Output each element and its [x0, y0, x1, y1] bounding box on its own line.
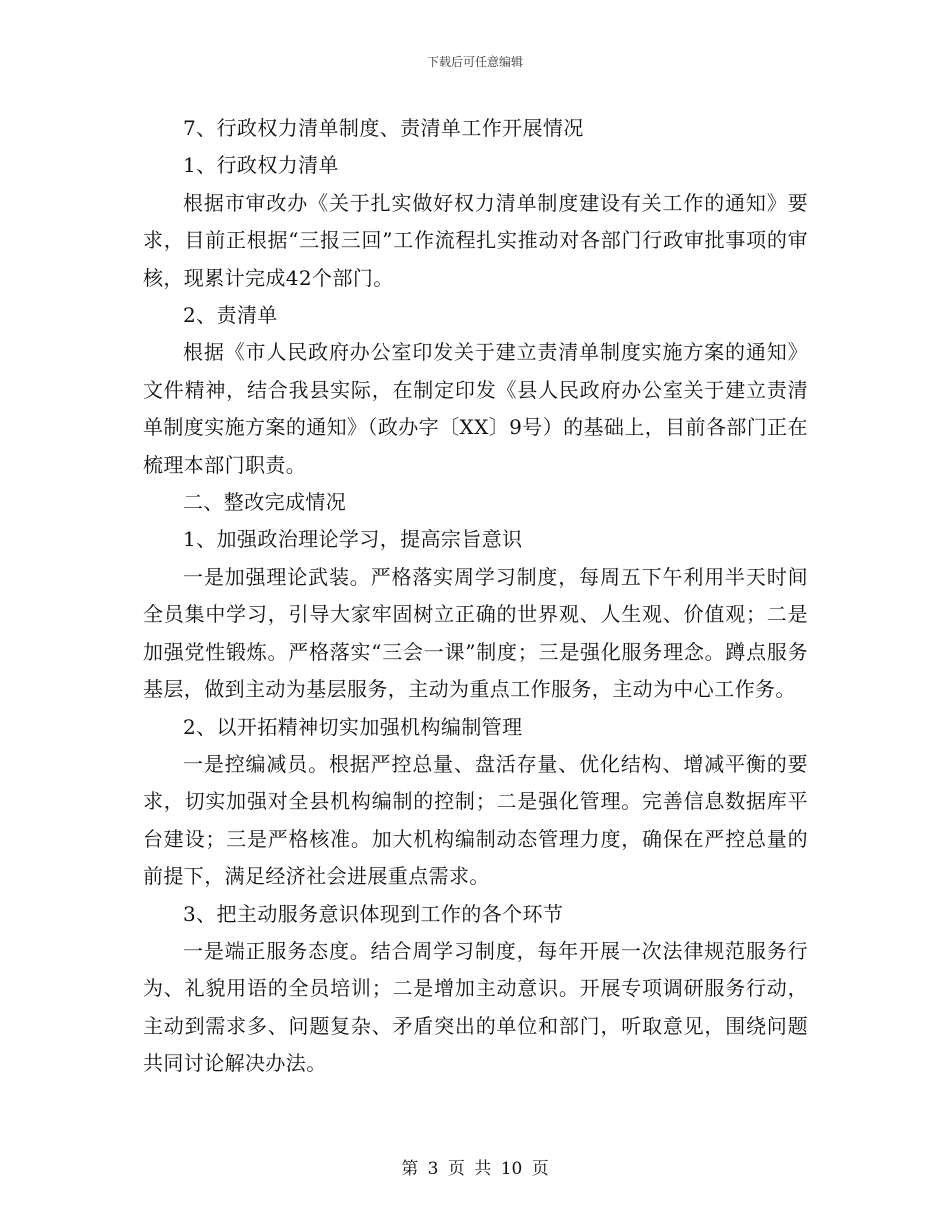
page-number: 第 3 页 共 10 页 — [401, 1159, 549, 1179]
page-header: 下载后可任意编辑 — [426, 55, 523, 69]
subsection-heading: 3、把主动服务意识体现到工作的各个环节 — [183, 901, 564, 926]
body-paragraph: 根据《市人民政府办公室印发关于建立责清单制度实施方案的通知》文件精神，结合我县实际，在制定印发《县人民政府办公室关于建立责清单制度实施方案的通知》（政办字〔XX〕9号）的基础上，目前各部门正在梳理本部门职责。 — [143, 340, 808, 477]
body-paragraph: 一是加强理论武装。严格落实周学习制度，每周五下午利用半天时间全员集中学习，引导大家牢固树立正确的世界观、人生观、价值观；二是加强党性锻炼。严格落实“三会一课”制度；三是强化服务理念。蹲点服务基层，做到主动为基层服务，主动为重点工作服务，主动为中心工作务。 — [143, 564, 808, 702]
subsection-heading: 2、责清单 — [183, 303, 278, 328]
section-heading: 7、行政权力清单制度、责清单工作开展情况 — [183, 116, 584, 140]
subsection-heading: 1、行政权力清单 — [183, 153, 339, 178]
document-body — [143, 110, 808, 1083]
body-paragraph: 一是端正服务态度。结合周学习制度，每年开展一次法律规范服务行为、礼貌用语的全员培训；二是增加主动意识。开展专项调研服务行动，主动到需求多、问题复杂、矛盾突出的单位和部门，听取意见，围绕问题共同讨论解决办法。 — [143, 938, 808, 1076]
body-paragraph: 根据市审改办《关于扎实做好权力清单制度建设有关工作的通知》要求，目前正根据“三报三回”工作流程扎实推动对各部门行政审批事项的审核，现累计完成42个部门。 — [143, 190, 808, 290]
section-heading: 二、整改完成情况 — [183, 490, 347, 515]
subsection-heading: 1、加强政治理论学习，提高宗旨意识 — [183, 527, 523, 552]
body-paragraph: 一是控编减员。根据严控总量、盘活存量、优化结构、增减平衡的要求，切实加强对全县机构编制的控制；二是强化管理。完善信息数据库平台建设；三是严格核准。加大机构编制动态管理力度，确保在严控总量的前提下，满足经济社会进展重点需求。 — [143, 751, 808, 889]
subsection-heading: 2、以开拓精神切实加强机构编制管理 — [183, 714, 523, 739]
